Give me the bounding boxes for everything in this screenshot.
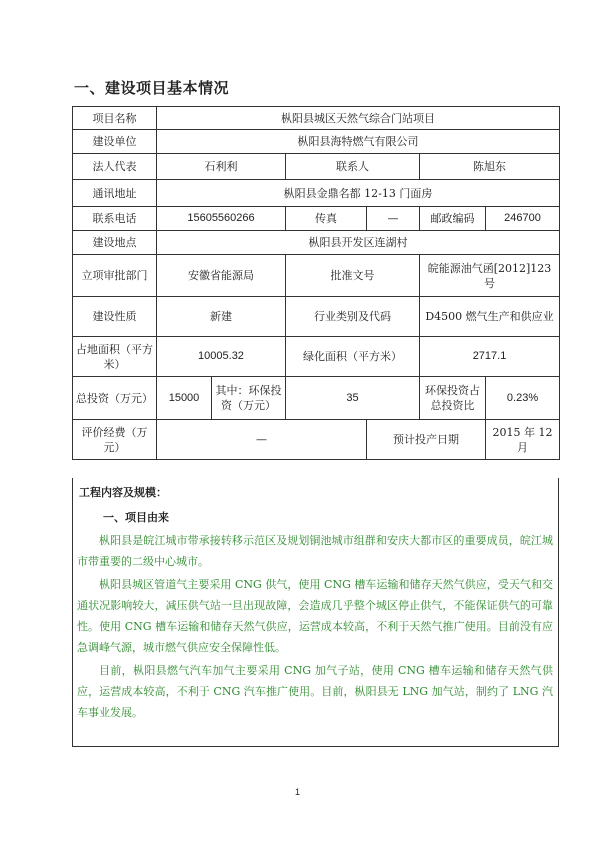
project-name-label: 项目名称 — [73, 107, 157, 130]
content-box — [72, 478, 559, 747]
paragraph-3: 目前，枞阳县燃气汽车加气主要采用 CNG 加气子站，使用 CNG 槽车运输和储存天然气供应，运营成本较高，不利于 CNG 汽车推广使用。目前，枞阳县无 LNG 加气站，制约了 LNG 汽车事业发展。 — [77, 664, 553, 719]
env-ratio-value: 0.23% — [486, 377, 560, 420]
section-subtitle: 一、项目由来 — [103, 511, 169, 524]
approval-dept-label: 立项审批部门 — [73, 255, 157, 297]
phone-label: 联系电话 — [73, 207, 157, 231]
env-invest-value: 35 — [286, 377, 420, 420]
site-value: 枞阳县开发区连湖村 — [157, 231, 560, 255]
expected-date-label: 预计投产日期 — [367, 420, 486, 460]
approval-no-label: 批准文号 — [286, 255, 420, 297]
fax-value: — — [367, 207, 420, 231]
nature-label: 建设性质 — [73, 297, 157, 337]
expected-date-value: 2015 年 12 月 — [486, 420, 560, 460]
table-row — [73, 231, 560, 255]
table-row — [73, 154, 560, 180]
paragraph-1: 枞阳县是皖江城市带承接转移示范区及规划铜池城市组群和安庆大都市区的重要成员，皖江城市带重要的二级中心城市。 — [77, 534, 553, 568]
table-row — [73, 297, 560, 337]
area-label: 占地面积（平方米） — [73, 337, 157, 377]
industry-value: D4500 燃气生产和供应业 — [420, 297, 560, 337]
env-ratio-label: 环保投资占总投资比 — [420, 377, 486, 420]
content-title: 工程内容及规模： — [79, 486, 167, 499]
postcode-label: 邮政编码 — [420, 207, 486, 231]
table-row — [73, 130, 560, 154]
page-number: 1 — [294, 787, 300, 797]
eval-fee-label: 评价经费（万元） — [73, 420, 157, 460]
fax-label: 传真 — [286, 207, 367, 231]
env-invest-label: 其中：环保投资（万元） — [212, 377, 286, 420]
invest-label: 总投资（万元） — [73, 377, 157, 420]
area-value: 10005.32 — [157, 337, 286, 377]
table-row — [73, 337, 560, 377]
table-row — [73, 420, 560, 460]
project-name-value: 枞阳县城区天然气综合门站项目 — [157, 107, 560, 130]
legal-rep-label: 法人代表 — [73, 154, 157, 180]
eval-fee-value: — — [157, 420, 367, 460]
table-row — [73, 207, 560, 231]
address-value: 枞阳县金鼎名都 12-13 门面房 — [157, 180, 560, 207]
address-label: 通讯地址 — [73, 180, 157, 207]
approval-dept-value: 安徽省能源局 — [157, 255, 286, 297]
legal-rep-value: 石利利 — [157, 154, 286, 180]
unit-label: 建设单位 — [73, 130, 157, 154]
phone-value: 15605560266 — [157, 207, 286, 231]
green-value: 2717.1 — [420, 337, 560, 377]
paragraph-2: 枞阳县城区管道气主要采用 CNG 供气，使用 CNG 槽车运输和储存天然气供应，受天气和交通状况影响较大，减压供气站一旦出现故障，会造成几乎整个城区停止供气，不能保证供气的可靠性。使用 CNG 槽车运输和储存天然气供应，运营成本较高，不利于天然气推广使用。目前没有应急调峰气源，城市燃气供应安全保障性低。 — [77, 578, 553, 654]
invest-value: 15000 — [157, 377, 212, 420]
project-info-table — [72, 106, 560, 460]
green-label: 绿化面积（平方米） — [286, 337, 420, 377]
section-heading: 一、建设项目基本情况 — [74, 79, 230, 97]
approval-no-value: 皖能源油气函[2012]123 号 — [420, 255, 560, 297]
table-row — [73, 377, 560, 420]
table-row — [73, 180, 560, 207]
unit-value: 枞阳县海特燃气有限公司 — [157, 130, 560, 154]
postcode-value: 246700 — [486, 207, 560, 231]
table-row — [73, 107, 560, 130]
contact-value: 陈旭东 — [420, 154, 560, 180]
contact-label: 联系人 — [286, 154, 420, 180]
site-label: 建设地点 — [73, 231, 157, 255]
table-row — [73, 255, 560, 297]
nature-value: 新建 — [157, 297, 286, 337]
industry-label: 行业类别及代码 — [286, 297, 420, 337]
